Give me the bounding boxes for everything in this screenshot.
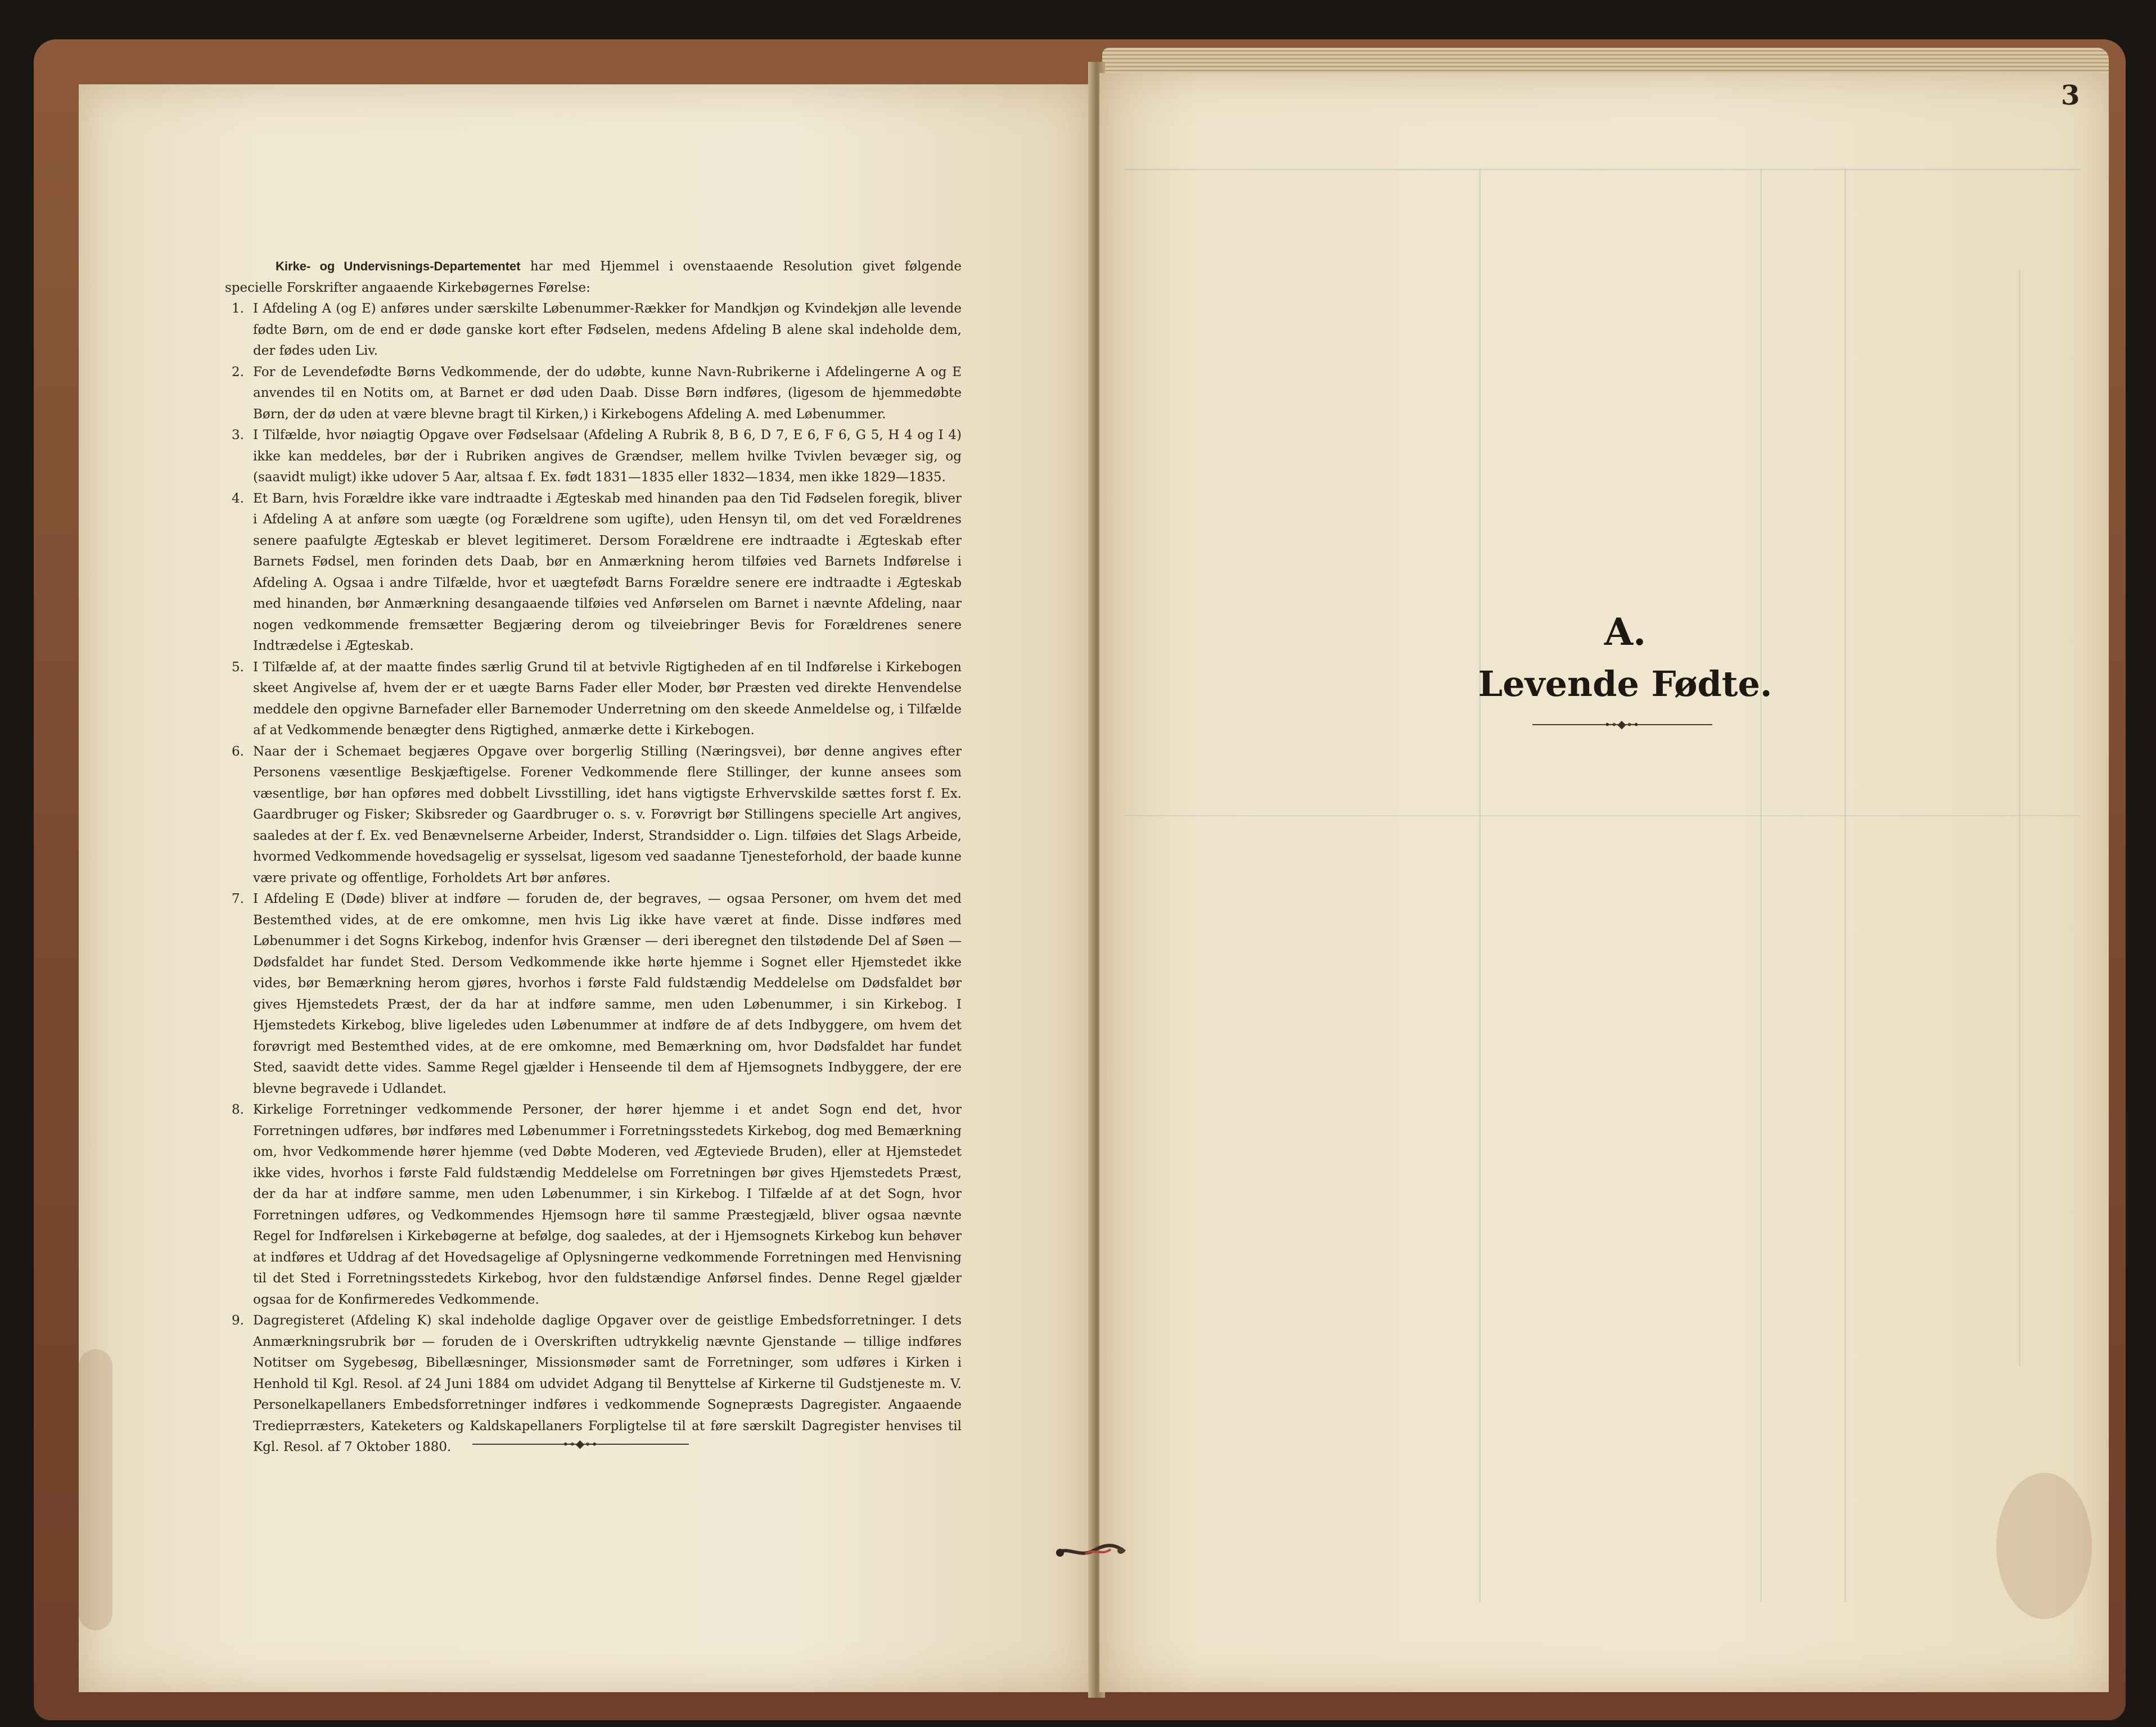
rule-number: 6. [232, 744, 244, 759]
rule-number: 2. [232, 364, 244, 379]
rule-item [225, 1100, 962, 1310]
divider-ornament: ⊷◆⊶ [563, 1437, 598, 1450]
section-letter: A. [1604, 610, 1647, 654]
paper-stain [1996, 1473, 2092, 1619]
rule-text: I Afdeling E (Døde) bliver at indføre — foruden de, der begraves, — ogsaa Personer, om hvem det med Bestemthed vides, at de ere omkomne, men hvis Lig ikke have været at finde. Disse indføres med Løbenummer i det Sogns Kirkebog, indenfor hvis Grænser — deri iberegnet den tilstødende Del af Søen — Dødsfaldet har fundet Sted. Dersom Vedkommende ikke hørte hjemme i Sognet eller Hjemstedet ikke vides, bør Bemærkning herom gjøres, hvorhos i første Fald fuldstændig Meddelelse om Dødsfaldet bør gives Hjemstedets Præst, der da har at indføre samme, men uden Løbenummer, i sin Kirkebog. I Hjemstedets Kirkebog, blive ligeledes uden Løbenummer at indføre de af dets Indbyggere, om hvem det forøvrigt med Bestemthed vides, at de ere omkomne, med Bemærkning om, hvor Dødsfaldet har fundet Sted, saavidt dette vides. Samme Regel gjælder i Henseende til dem af Hjemsognets Indbyggere, der ere blevne begravede i Udlandet. [253, 892, 962, 1096]
rule-text: Kirkelige Forretninger vedkommende Personer, der hører hjemme i et andet Sogn end det, hvor Forretningen udføres, bør indføres med Løbenummer i Forretningsstedets Kirkebog, dog med Bemærkning om, hvor Vedkommende hører hjemme (ved Døbte Moderen, ved Ægteviede Bruden), eller at Hjemstedet ikke vides, hvorhos i første Fald fuldstændig Meddelelse om Forretningen bør gives Hjemstedets Præst, der da har at indføre samme, men uden Løbenummer, i sin Kirkebog. I Tilfælde af at det Sogn, hvor Forretningen udføres, og Vedkommendes Hjemsogn høre til samme Præstegjæld, bliver ogsaa nævnte Regel for Indførelsen i Kirkebøgerne at befølge, dog saaledes, at der i Hjemsognets Kirkebog kun behøver at indføres et Uddrag af det Hovedsagelige af Oplysningerne vedkommende Forretningen med Henvisning til det Sted i Forretningsstedets Kirkebog, hvor den fuldstændige Anførsel findes. Denne Regel gjælder ogsaa for de Konfirmeredes Vedkommende. [253, 1102, 962, 1307]
title-divider [1532, 717, 1712, 731]
rule-text: I Afdeling A (og E) anføres under særskilte Løbenummer-Rækker for Mandkjøn og Kvindekjøn alle levende fødte Børn, om de end er døde ganske kort efter Fødselen, medens Afdeling B alene skal indeholde dem, der fødes uden Liv. [253, 301, 962, 358]
rule-text: Et Barn, hvis Forældre ikke vare indtraadte i Ægteskab med hinanden paa den Tid Fødselen foregik, bliver i Afdeling A at anføre som uægte (og Forældrene som ugifte), uden Hensyn til, om det ved Forældrenes senere paafulgte Ægteskab er blevet legitimeret. Dersom Forældrene ere indtraadte i Ægteskab efter Barnets Fødsel, men forinden dets Daab, bør en Anmærkning herom tilføies ved Barnets Indførelse i Afdeling A. Ogsaa i andre Tilfælde, hvor et uægtefødt Barns Forældre senere ere indtraadte i Ægteskab med hinanden, bør Anmærkning desangaaende tilføies ved Anførselen om Barnet i nævnte Afdeling, naar nogen vedkommende fremsætter Begjæring derom og tilveiebringer Bevis for Forældrenes senere Indtrædelse i Ægteskab. [253, 491, 962, 653]
department-name: Kirke- og Undervisnings-Departementet [276, 259, 521, 273]
faint-ruling [1844, 169, 1846, 1602]
divider-ornament: ⊷◆⊶ [1605, 717, 1640, 731]
page-number: 3 [2061, 80, 2080, 111]
faint-ruling [1125, 815, 2081, 816]
instructions-text [225, 256, 962, 1458]
rule-text: Dagregisteret (Afdeling K) skal indeholde daglige Opgaver over de geistlige Embedsforretninger. I dets Anmærkningsrubrik bør — foruden de i Overskriften udtrykkelig nævnte Gjenstande — tillige indføres Notitser om Sygebesøg, Bibellæsninger, Missionsmøder samt de Forretninger, som udføres i Kirken i Henhold til Kgl. Resol. af 24 Juni 1884 om udvidet Adgang til Benyttelse af Kirkerne til Gudstjeneste m. V. Personelkapellaners Embedsforretninger indføres i vedkommende Sognepræsts Dagregister. Angaaende Tredieprræsters, Kateketers og Kaldskapellaners Forpligtelse til at føre særskilt Dagregister henvises til Kgl. Resol. af 7 Oktober 1880. [253, 1313, 962, 1454]
faint-ruling [1479, 169, 1481, 1602]
rule-item [225, 1310, 962, 1458]
rule-number: 7. [232, 892, 244, 906]
rule-item [225, 489, 962, 657]
intro-paragraph [225, 256, 962, 299]
rule-text: I Tilfælde af, at der maatte findes særlig Grund til at betvivle Rigtigheden af en til Indførelse i Kirkebogen skeet Angivelse af, hvem der er et uægte Barns Fader eller Moder, bør Præsten ved direkte Henvendelse meddele den opgivne Barnefader eller Barnemoder Underretning om den skeede Anmeldelse og, i Tilfælde af at Vedkommende benægter dens Rigtighed, anmærke dette i Kirkebogen. [253, 659, 962, 738]
rule-number: 8. [232, 1102, 244, 1117]
rule-item [225, 657, 962, 742]
rule-number: 3. [232, 428, 244, 442]
faint-ruling [1760, 169, 1762, 1602]
right-page [1099, 73, 2109, 1692]
section-title: Levende Fødte. [1478, 663, 1772, 704]
intro-text: har med Hjemmel i ovenstaaende Resolution givet følgende specielle Forskrifter angaaende Kirkebøgernes Førelse: [225, 259, 962, 295]
faint-ruling [1125, 169, 2081, 170]
binding-thread-icon [1054, 1540, 1127, 1563]
rule-item [225, 742, 962, 889]
rule-number: 9. [232, 1313, 244, 1328]
rules-list [225, 299, 962, 1458]
rule-item [225, 425, 962, 489]
paper-stain [79, 1349, 112, 1630]
rule-item [225, 889, 962, 1100]
rule-text: For de Levendefødte Børns Vedkommende, der do udøbte, kunne Navn-Rubrikerne i Afdelingerne A og E anvendes til en Notits om, at Barnet er død uden Daab. Disse Børn indføres, (ligesom de hjemmedøbte Børn, der dø uden at være blevne bragt til Kirken,) i Kirkebogens Afdeling A. med Løbenummer. [253, 364, 962, 422]
faint-ruling [2019, 270, 2020, 1366]
rule-number: 1. [232, 301, 244, 316]
rule-text: Naar der i Schemaet begjæres Opgave over borgerlig Stilling (Næringsvei), bør denne angives efter Personens væsentlige Beskjæftigelse. Forener Vedkommende flere Stillinger, der kunne ansees som væsentlige, bør han opføres med dobbelt Livsstilling, idet hans vigtigste Erhvervskilde sættes forst f. Ex. Gaardbruger og Fisker; Skibsreder og Gaardbruger o. s. v. Forøvrigt bør Stillingens specielle Art angives, saaledes at der f. Ex. ved Benævnelserne Arbeider, Inderst, Strandsidder o. Lign. tilføies det Slags Arbeide, hvormed Vedkommende hovedsagelig er sysselsat, ligesom ved saadanne Tjenesteforhold, der baade kunne være private og offentlige, Forholdets Art bør anføres. [253, 744, 962, 885]
rule-number: 5. [232, 659, 244, 675]
left-divider [472, 1437, 689, 1450]
rule-item [225, 362, 962, 426]
rule-item [225, 299, 962, 362]
rule-text: I Tilfælde, hvor nøiagtig Opgave over Fødselsaar (Afdeling A Rubrik 8, B 6, D 7, E 6, F 6, G 5, H 4 og I 4) ikke kan meddeles, bør der i Rubriken angives de Grændser, mellem hvilke Tvivlen bevæger sig, og (saavidt muligt) ikke udover 5 Aar, altsaa f. Ex. født 1831—1835 eller 1832—1834, men ikke 1829—1835. [253, 428, 962, 485]
rule-number: 4. [232, 491, 244, 506]
